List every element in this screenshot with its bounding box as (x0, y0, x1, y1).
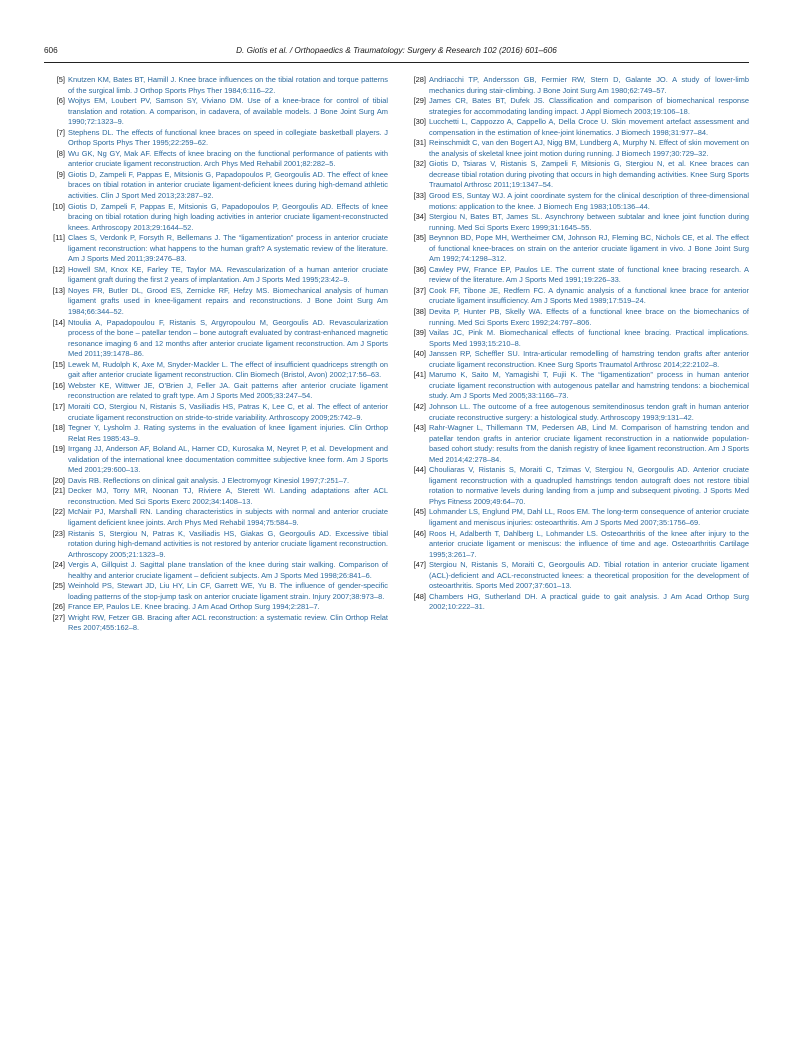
reference-item (44, 170, 388, 202)
reference-link[interactable]: Giotis D, Tsiaras V, Ristanis S, Zampeli F, Mitsionis G, Stergiou N, et al. Knee braces can decrease tibial rotation during pivoting that occurs in high demanding activities. Knee Surg Sports Traumatol Arthrosc 2011;19:1347–54. (429, 159, 749, 190)
reference-link[interactable]: Stergiou N, Ristanis S, Moraiti C, Georgoulis AD. Tibial rotation in anterior cruciate ligament (ACL)-deficient and ACL-reconstructed knees: a theoretical proposition for the development of osteoarthritis. Sports Med 2007;37:601–13. (429, 560, 749, 591)
reference-item (44, 360, 388, 381)
reference-item (405, 159, 749, 191)
reference-number: [19] (52, 444, 65, 454)
reference-number: [22] (52, 507, 65, 517)
reference-number: [24] (52, 560, 65, 570)
reference-item (44, 560, 388, 581)
reference-item (405, 465, 749, 507)
reference-number: [20] (52, 475, 65, 485)
reference-number: [15] (52, 359, 65, 369)
reference-item (44, 423, 388, 444)
reference-item (405, 191, 749, 212)
reference-number: [28] (413, 75, 426, 84)
reference-link[interactable]: Roos H, Adalberth T, Dahlberg L, Lohmander LS. Osteoarthritis of the knee after injury to the anterior cruciate ligament or meniscus: the influence of time and age. Osteoarthritis Cartilage 1995;3:261–7. (429, 528, 749, 559)
reference-link[interactable]: Tegner Y, Lysholm J. Rating systems in the evaluation of knee ligament injuries. Clin Orthop Relat Res 1985:43–9. (68, 423, 388, 443)
reference-link[interactable]: Cawley PW, France EP, Paulos LE. The current state of functional knee bracing research. A review of the literature. Am J Sports Med 1991;19:226–33. (429, 264, 749, 285)
reference-item (405, 117, 749, 138)
reference-number: [7] (56, 127, 65, 137)
reference-link[interactable]: Cook FF, Tibone JE, Redfern FC. A dynamic analysis of a functional knee brace for anterior cruciate ligament insufficiency. Am J Sports Med 1989;17:519–24. (429, 285, 749, 306)
reference-number: [5] (56, 75, 65, 84)
header-divider (44, 62, 749, 63)
reference-item (405, 328, 749, 349)
reference-list-right (405, 75, 749, 613)
reference-link[interactable]: Decker MJ, Torry MR, Noonan TJ, Riviere A, Sterett WI. Landing adaptations after ACL reconstruction. Med Sci Sports Exerc 2002;34:1408–13. (68, 486, 388, 506)
reference-link[interactable]: Davis RB. Reflections on clinical gait analysis. J Electromyogr Kinesiol 1997;7:251–7. (68, 475, 350, 485)
reference-number: [12] (52, 264, 65, 274)
reference-item (44, 149, 388, 170)
reference-link[interactable]: Giotis D, Zampeli F, Pappas E, Mitsionis G, Papadopoulos P, Georgoulis AD. Effects of knee bracing on tibial rotation during high loading activities in anterior cruciate ligament-reconstructed knees. Arthroscopy 2013;29:1644–52. (68, 201, 388, 232)
reference-link[interactable]: Grood ES, Suntay WJ. A joint coordinate system for the clinical description of three-dimensional motions: application to the knee. J Biomech Eng 1983;105:136–44. (429, 191, 749, 211)
reference-number: [32] (413, 159, 426, 169)
reference-link[interactable]: James CR, Bates BT, Dufek JS. Classification and comparison of biomechanical response strategies for accommodating landing impact. J Appl Biomech 2003;19:106–18. (429, 96, 749, 116)
reference-item (44, 75, 388, 96)
reference-link[interactable]: Howell SM, Knox KE, Farley TE, Taylor MA. Revascularization of a human anterior cruciate ligament graft during the first 2 years of implantation. Am J Sports Med 1995;23:42–9. (68, 264, 388, 285)
page-header (44, 46, 749, 60)
reference-number: [44] (413, 465, 426, 475)
reference-number: [48] (413, 591, 426, 601)
reference-link[interactable]: McNair PJ, Marshall RN. Landing characteristics in subjects with normal and anterior cruciate ligament deficient knee joints. Arch Phys Med Rehabil 1994;75:584–9. (68, 507, 388, 527)
reference-link[interactable]: Ristanis S, Stergiou N, Patras K, Vasiliadis HS, Giakas G, Georgoulis AD. Excessive tibial rotation during high-demand activities is not restored by anterior cruciate ligament reconstruction. Arthroscopy 2005;21:1323–9. (68, 528, 388, 559)
reference-item (44, 233, 388, 265)
reference-link[interactable]: France EP, Paulos LE. Knee bracing. J Am Acad Orthop Surg 1994;2:281–7. (68, 602, 320, 612)
reference-item (44, 286, 388, 318)
reference-link[interactable]: Janssen RP, Scheffler SU. Intra-articular remodelling of hamstring tendon grafts after anterior cruciate ligament reconstruction. Knee Surg Sports Traumatol Arthrosc 2014;22:2102–8. (429, 349, 749, 369)
reference-item (405, 286, 749, 307)
reference-number: [6] (56, 96, 65, 106)
reference-link[interactable]: Vergis A, Gillquist J. Sagittal plane translation of the knee during stair walking. Comparison of healthy and anterior cruciate ligament – deficient subjects. Am J Sports Med 1998;26:841–6. (68, 560, 388, 580)
reference-number: [10] (52, 201, 65, 211)
reference-item (44, 402, 388, 423)
reference-item (405, 75, 749, 96)
reference-link[interactable]: Weinhold PS, Stewart JD, Liu HY, Lin CF, Garrett WE, Yu B. The influence of gender-specific loading patterns of the stop-jump task on anterior cruciate ligament strain. Injury 2007;38:973–8. (68, 581, 388, 601)
reference-link[interactable]: Chouliaras V, Ristanis S, Moraiti C, Tzimas V, Stergiou N, Georgoulis AD. Anterior cruciate ligament reconstruction with a quadrupled hamstrings tendon autograft does not restore tibial rotation to normative levels during landing from a jump and subsequent pivoting. J Sports Med Phys Fitness 2009;49:64–70. (429, 465, 749, 506)
reference-item (44, 318, 388, 360)
reference-link[interactable]: Giotis D, Zampeli F, Pappas E, Mitsionis G, Papadopoulos P, Georgoulis AD. The effect of knee braces on tibial rotation in anterior cruciate ligament-deficient knees during high-demand athletic activities. Clin J Sport Med 2013;23:287–92. (68, 169, 388, 201)
reference-item (44, 202, 388, 234)
reference-item (44, 265, 388, 286)
reference-item (405, 349, 749, 370)
reference-item (405, 307, 749, 328)
reference-link[interactable]: Stephens DL. The effects of functional knee braces on speed in collegiate basketball players. J Orthop Sports Phys Ther 1995;22:259–62. (68, 127, 388, 148)
reference-link[interactable]: Wojtys EM, Loubert PV, Samson SY, Viviano DM. Use of a knee-brace for control of tibial translation and rotation. A comparison, in cadavera, of available models. J Bone Joint Surg Am 1990;72:1323–9. (68, 96, 388, 127)
reference-link[interactable]: Rahr-Wagner L, Thillemann TM, Pedersen AB, Lind M. Comparison of hamstring tendon and patellar tendon grafts in anterior cruciate ligament reconstruction in a nationwide population-based cohort study: results from the danish registry of knee ligament reconstruction. Am J Sports Med 2014;42:278–84. (429, 423, 749, 464)
reference-number: [23] (52, 528, 65, 538)
reference-link[interactable]: Devita P, Hunter PB, Skelly WA. Effects of a functional knee brace on the biomechanics of running. Med Sci Sports Exerc 1992;24:797–806. (429, 307, 749, 327)
reference-item (405, 138, 749, 159)
reference-link[interactable]: Moraiti CO, Stergiou N, Ristanis S, Vasiliadis HS, Patras K, Lee C, et al. The effect of anterior cruciate ligament reconstruction on stride-to-stride variability. Arthroscopy 2009;25:742–9. (68, 401, 388, 422)
reference-link[interactable]: Beynnon BD, Pope MH, Wertheimer CM, Johnson RJ, Fleming BC, Nichols CE, et al. The effect of functional knee-braces on strain on the anterior cruciate ligament in vivo. J Bone Joint Surg Am 1992;74:1298–312. (429, 233, 749, 264)
reference-item (405, 592, 749, 613)
reference-number: [38] (413, 307, 426, 317)
reference-link[interactable]: Knutzen KM, Bates BT, Hamill J. Knee brace influences on the tibial rotation and torque patterns of the surgical limb. J Orthop Sports Phys Ther 1984;6:116–22. (68, 75, 388, 95)
page-number: 606 (44, 46, 58, 55)
reference-link[interactable]: Noyes FR, Butler DL, Grood ES, Zernicke RF, Hefzy MS. Biomechanical analysis of human ligament grafts used in knee-ligament repairs and reconstructions. J Bone Joint Surg Am 1984;66:344–52. (68, 285, 388, 317)
reference-number: [29] (413, 96, 426, 106)
reference-item (405, 265, 749, 286)
reference-number: [18] (52, 423, 65, 433)
reference-item (44, 529, 388, 561)
reference-number: [34] (413, 212, 426, 222)
reference-number: [43] (413, 423, 426, 433)
reference-link[interactable]: Lohmander LS, Englund PM, Dahl LL, Roos EM. The long-term consequence of anterior cruciate ligament and meniscus injuries: osteoarthritis. Am J Sports Med 2007;35:1756–69. (429, 507, 749, 527)
reference-number: [40] (413, 349, 426, 359)
reference-item (44, 581, 388, 602)
reference-link[interactable]: Claes S, Verdonk P, Forsyth R, Bellemans J. The “ligamentization” process in anterior cruciate ligament reconstruction: what happens to the human graft? A systematic review of the literature. Am J Sports Med 2011;39:2476–83. (68, 233, 388, 264)
reference-number: [30] (413, 117, 426, 127)
reference-number: [25] (52, 581, 65, 591)
reference-number: [21] (52, 486, 65, 496)
reference-item (405, 560, 749, 592)
reference-link[interactable]: Ntoulia A, Papadopoulou F, Ristanis S, Argyropoulou M, Georgoulis AD. Revascularization process of the bone – patellar tendon – bone autograft evaluated by contrast-enhanced magnetic resonance imaging 6 and 12 months after anterior cruciate ligament reconstruction. Am J Sports Med 2011;39:1478–86. (68, 317, 388, 359)
reference-number: [33] (413, 191, 426, 201)
reference-item (44, 476, 388, 487)
reference-number: [47] (413, 560, 426, 570)
reference-number: [45] (413, 507, 426, 517)
reference-item (405, 402, 749, 423)
reference-link[interactable]: Vailas JC, Pink M. Biomechanical effects of functional knee bracing. Practical implications. Sports Med 1993;15:210–8. (429, 328, 749, 348)
reference-item (405, 233, 749, 265)
running-title: D. Giotis et al. / Orthopaedics & Traumatology: Surgery & Research 102 (2016) 601–606 (236, 46, 557, 55)
reference-number: [17] (52, 401, 65, 411)
reference-number: [37] (413, 285, 426, 295)
reference-number: [16] (52, 380, 65, 390)
reference-number: [11] (53, 233, 65, 243)
reference-item (44, 602, 388, 613)
reference-link[interactable]: Irrgang JJ, Anderson AF, Boland AL, Harner CD, Kurosaka M, Neyret P, et al. Development and validation of the international knee documentation committee subjective knee form. Am J Sports Med 2001;29:600–13. (68, 444, 388, 475)
reference-item (44, 381, 388, 402)
reference-number: [31] (413, 138, 426, 148)
reference-number: [42] (413, 401, 426, 411)
reference-number: [14] (52, 317, 65, 327)
reference-list-left (44, 75, 388, 634)
reference-item (405, 423, 749, 465)
reference-number: [36] (413, 264, 426, 274)
reference-number: [46] (413, 528, 426, 538)
reference-number: [13] (52, 285, 65, 295)
reference-number: [8] (56, 148, 65, 158)
reference-item (44, 444, 388, 476)
reference-link[interactable]: Stergiou N, Bates BT, James SL. Asynchrony between subtalar and knee joint function during running. Med Sci Sports Exerc 1999;31:1645–55. (429, 212, 749, 232)
reference-item (44, 128, 388, 149)
reference-number: [26] (52, 602, 65, 612)
reference-number: [27] (52, 612, 65, 622)
reference-link[interactable]: Lucchetti L, Cappozzo A, Cappello A, Della Croce U. Skin movement artefact assessment and compensation in the estimation of knee-joint kinematics. J Biomech 1998;31:977–84. (429, 117, 749, 137)
reference-item (44, 613, 388, 634)
reference-item (405, 507, 749, 528)
reference-number: [9] (56, 169, 65, 179)
reference-number: [41] (413, 370, 426, 380)
reference-item (44, 486, 388, 507)
reference-link[interactable]: Wu GK, Ng GY, Mak AF. Effects of knee bracing on the functional performance of patients with anterior cruciate ligament reconstruction. Arch Phys Med Rehabil 2001;82:282–5. (68, 148, 388, 169)
reference-item (405, 370, 749, 402)
reference-item (405, 529, 749, 561)
reference-number: [35] (413, 233, 426, 243)
reference-link[interactable]: Chambers HG, Sutherland DH. A practical guide to gait analysis. J Am Acad Orthop Surg 2002;10:222–31. (429, 591, 749, 612)
reference-item (405, 96, 749, 117)
reference-link[interactable]: Andriacchi TP, Andersson GB, Fermier RW, Stern D, Galante JO. A study of lower-limb mechanics during stair-climbing. J Bone Joint Surg Am 1980;62:749–57. (429, 75, 749, 95)
reference-item (44, 507, 388, 528)
reference-link[interactable]: Johnson LL. The outcome of a free autogenous semitendinosus tendon graft in human anterior cruciate reconstructive surgery: a histological study. Arthroscopy 1993;9:131–42. (429, 401, 749, 422)
reference-item (44, 96, 388, 128)
reference-link[interactable]: Webster KE, Wittwer JE, O’Brien J, Feller JA. Gait patterns after anterior cruciate ligament reconstruction are related to graft type. Am J Sports Med 2005;33:247–54. (68, 380, 388, 401)
reference-item (405, 212, 749, 233)
reference-number: [39] (413, 328, 426, 338)
reference-link[interactable]: Wright RW, Fetzer GB. Bracing after ACL reconstruction: a systematic review. Clin Orthop Relat Res 2007;455:162–8. (68, 612, 388, 633)
reference-link[interactable]: Marumo K, Saito M, Yamagishi T, Fujii K. The “ligamentization” process in human anterior cruciate ligament reconstruction with autogenous patellar and hamstring tendons: a biochemical study. Am J Sports Med 2005;33:1166–73. (429, 370, 749, 401)
reference-link[interactable]: Reinschmidt C, van den Bogert AJ, Nigg BM, Lundberg A, Murphy N. Effect of skin movement on the analysis of skeletal knee joint motion during running. J Biomech 1997;30:729–32. (429, 138, 749, 158)
reference-link[interactable]: Lewek M, Rudolph K, Axe M, Snyder-Mackler L. The effect of insufficient quadriceps strength on gait after anterior cruciate ligament reconstruction. Clin Biomech (Bristol, Avon) 2002;17:56–63. (68, 359, 388, 380)
